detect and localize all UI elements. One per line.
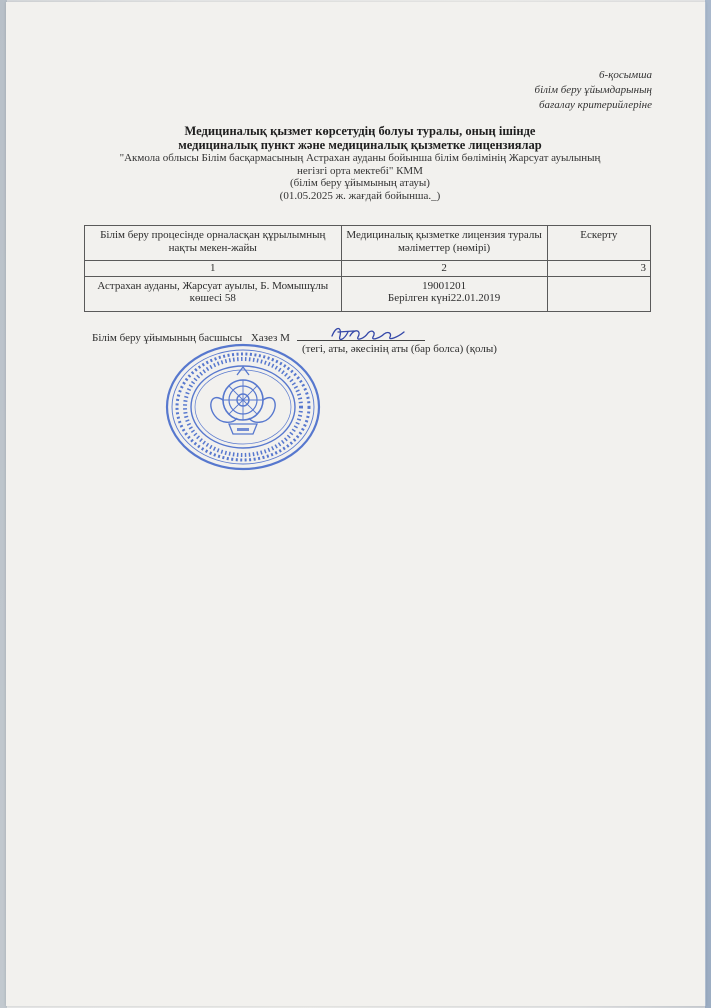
column-number-1: 1 — [85, 261, 342, 277]
annex-label — [392, 68, 652, 113]
organization-name-line-1: "Акмола облысы Білім басқармасының Астрахан ауданы бойынша білім бөлімінің Жарсуат ауылының — [119, 152, 601, 164]
cell-address: Астрахан ауданы, Жарсуат ауылы, Б. Момышұлы көшесі 58 — [85, 276, 342, 311]
document-title-line-1: Медициналық қызмет көрсетудің болуы туралы, оның ішінде — [184, 124, 536, 138]
signature-label: Білім беру ұйымының басшысы — [92, 332, 243, 344]
license-number: 19001201 — [422, 279, 467, 292]
license-table — [84, 225, 651, 312]
state-emblem-stamp-icon — [163, 342, 323, 472]
cell-note — [547, 276, 650, 311]
document-header — [80, 124, 640, 202]
cell-license — [341, 276, 547, 311]
table-header-row — [85, 226, 651, 261]
document-title-line-2: медициналық пункт және медициналық қызметке лицензиялар — [178, 138, 542, 152]
annex-line-3: бағалау критерийлеріне — [538, 99, 652, 111]
handwritten-signature — [328, 322, 418, 348]
director-name: Хазез М — [250, 332, 290, 344]
column-number-3: 3 — [547, 261, 650, 277]
table-row — [85, 276, 651, 311]
annex-line-2: білім беру ұйымдарының — [534, 84, 652, 96]
page-edge-right — [705, 0, 711, 1008]
license-date: Берілген күні22.01.2019 — [387, 292, 501, 304]
signature-caption: (тегі, аты, әкесінің аты (бар болса) (қолы) — [302, 343, 497, 355]
header-note: Ескерту — [547, 226, 650, 261]
column-number-2: 2 — [341, 261, 547, 277]
organization-caption: (білім беру ұйымының атауы) — [290, 177, 430, 189]
annex-line-1: 6-қосымша — [599, 69, 652, 81]
date-line: (01.05.2025 ж. жағдай бойынша._) — [279, 189, 441, 202]
table-number-row — [85, 261, 651, 277]
header-license: Медициналық қызметке лицензия туралы мәліметтер (нөмірі) — [341, 226, 547, 261]
header-address: Білім беру процесінде орналасқан құрылымның нақты мекен-жайы — [85, 226, 342, 261]
organization-name-line-2: негізгі орта мектебі" КММ — [297, 164, 423, 177]
